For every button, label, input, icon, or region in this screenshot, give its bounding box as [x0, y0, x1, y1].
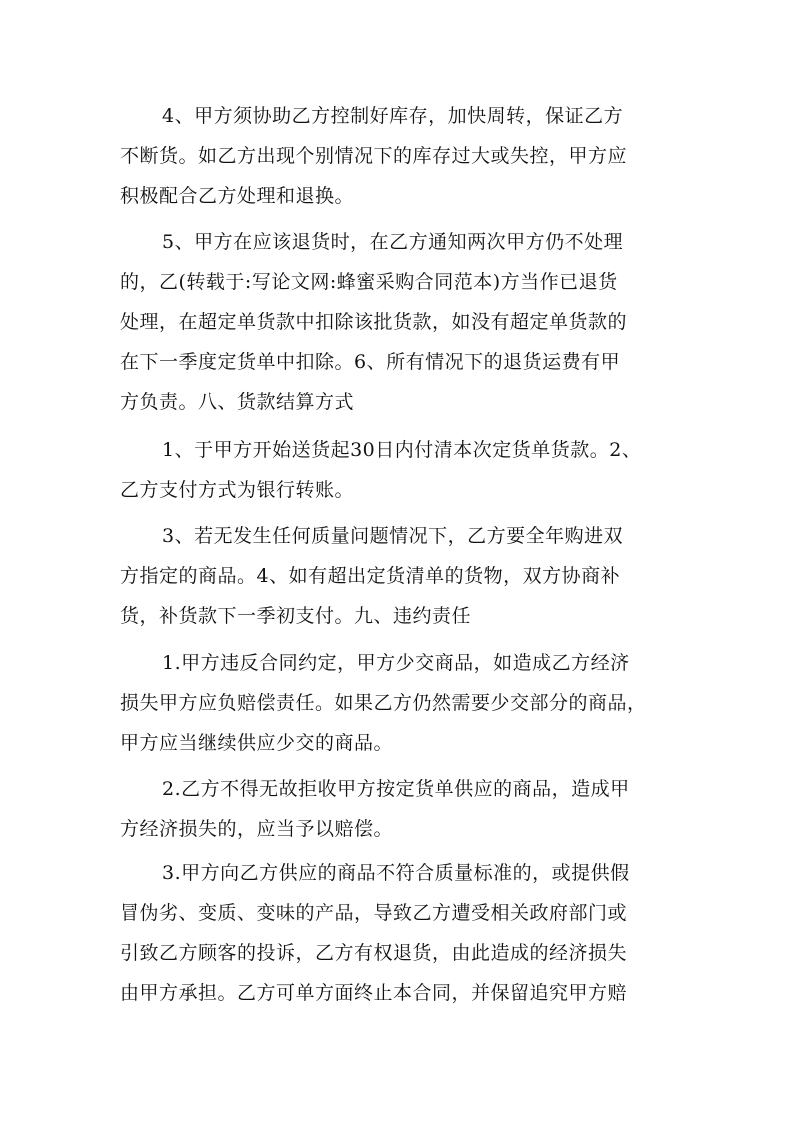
text-line: 引致乙方顾客的投诉，乙方有权退货，由此造成的经济损失: [120, 942, 628, 964]
text-line: 不断货。如乙方出现个别情况下的库存过大或失控，甲方应: [120, 145, 628, 167]
text-line: 方指定的商品。4、如有超出定货清单的货物，双方协商补: [120, 565, 621, 587]
text-line: 在下一季度定货单中扣除。6、所有情况下的退货运费有甲: [120, 351, 621, 373]
text-line: 处理，在超定单货款中扣除该批货款，如没有超定单货款的: [120, 311, 628, 333]
text-line: 方负责。八、货款结算方式: [120, 391, 355, 413]
text-line: 5、甲方在应该退货时，在乙方通知两次甲方仍不处理: [162, 231, 624, 253]
text-line: 3、若无发生任何质量问题情况下，乙方要全年购进双: [162, 525, 624, 547]
text-line: 乙方支付方式为银行转账。: [120, 479, 355, 501]
paragraph-payment-terms: [120, 430, 680, 510]
text-line: 损失甲方应负赔偿责任。如果乙方仍然需要少交部分的商品，: [120, 692, 647, 714]
text-line: 货，补货款下一季初支付。九、违约责任: [120, 605, 472, 627]
paragraph-breach-supplier: [120, 643, 680, 763]
paragraph-quality-standard: [120, 853, 680, 1013]
text-line: 4、甲方须协助乙方控制好库存，加快周转，保证乙方: [162, 105, 624, 127]
text-line: 2.乙方不得无故拒收甲方按定货单供应的商品，造成甲: [162, 778, 630, 800]
text-line: 的，乙(转载于:写论文网:蜂蜜采购合同范本)方当作已退货: [120, 271, 618, 293]
paragraph-annual-purchase: [120, 516, 680, 636]
text-line: 由甲方承担。乙方可单方面终止本合同，并保留追究甲方赔: [120, 982, 628, 1004]
text-line: 甲方应当继续供应少交的商品。: [120, 732, 394, 754]
paragraph-return-handling: [120, 222, 680, 422]
text-line: 3.甲方向乙方供应的商品不符合质量标准的，或提供假: [162, 862, 630, 884]
text-line: 冒伪劣、变质、变味的产品，导致乙方遭受相关政府部门或: [120, 902, 628, 924]
text-line: 方经济损失的，应当予以赔偿。: [120, 818, 394, 840]
paragraph-breach-buyer: [120, 769, 680, 849]
text-line: 1.甲方违反合同约定，甲方少交商品，如造成乙方经济: [162, 652, 630, 674]
text-line: 积极配合乙方处理和退换。: [120, 185, 355, 207]
paragraph-inventory-control: [120, 96, 680, 216]
text-line: 1、于甲方开始送货起30日内付清本次定货单货款。2、: [162, 439, 642, 461]
